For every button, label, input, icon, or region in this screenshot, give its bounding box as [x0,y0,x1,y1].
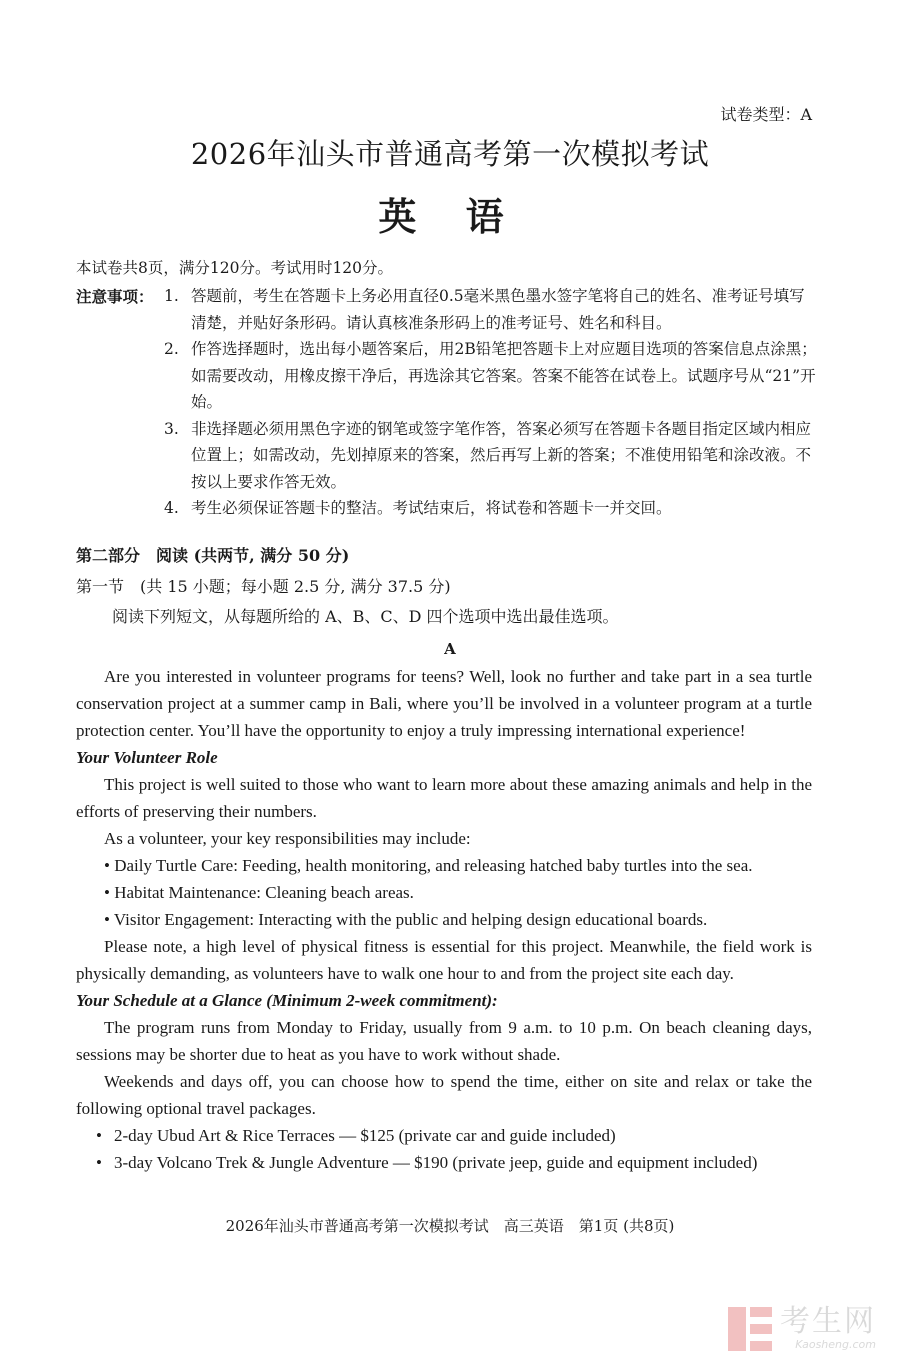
notice-item [164,283,818,336]
notice-item [164,336,818,416]
exam-title: 2026年汕头市普通高考第一次模拟考试 [190,137,710,171]
exam-intro: 本试卷共8页，满分120分。考试用时120分。 [76,259,394,277]
travel-package-text: 3-day Volcano Trek & Jungle Adventure — $190 (private jeep, guide and equipment included) [114,1153,758,1172]
exam-type-label: 试卷类型：A [720,105,812,124]
notice-list [164,283,818,522]
travel-package [76,1149,812,1176]
passage-paragraph: The program runs from Monday to Friday, usually from 9 a.m. to 10 p.m. On beach cleaning days, sessions may be shorter due to heat as you have to work without shade. [76,1018,812,1064]
travel-package-text: 2-day Ubud Art & Rice Terraces — $125 (private car and guide included) [114,1126,616,1145]
passage-paragraph: Please note, a high level of physical fitness is essential for this project. Meanwhile, the field work is physically demanding, as volunteers have to walk one hour to and from the project site each day. [76,937,812,983]
schedule-heading: Your Schedule at a Glance (Minimum 2-week commitment): [76,991,498,1010]
notice-label: 注意事项： [76,287,154,306]
travel-package [76,1122,812,1149]
section-heading: 第二部分 阅读 (共两节, 满分 50 分) [76,546,350,565]
passage-paragraph: This project is well suited to those who want to learn more about these amazing animals and help in the efforts of preserving their numbers. [76,775,812,821]
responsibility-item: • Daily Turtle Care: Feeding, health monitoring, and releasing hatched baby turtles into the sea. [104,856,753,875]
passage-paragraph: As a volunteer, your key responsibilities may include: [104,829,471,848]
bullet-dot: • [96,1153,102,1172]
watermark [728,1306,876,1351]
page-footer: 2026年汕头市普通高考第一次模拟考试 高三英语 第1页 (共8页) [225,1217,675,1235]
watermark-name: 考生网 [780,1304,876,1339]
notice-text: 非选择题必须用黑色字迹的钢笔或签字笔作答，答案必须写在答题卡各题目指定区域内相应位置上；如需改动，先划掉原来的答案，然后再写上新的答案；不准使用铅笔和涂改液。不按以上要求作答无效。 [191,419,812,491]
notice-number: 3. [164,419,179,438]
notice-text: 考生必须保证答题卡的整洁。考试结束后，将试卷和答题卡一并交回。 [191,499,672,517]
volunteer-role-heading: Your Volunteer Role [76,748,218,767]
watermark-url: Kaosheng.com [795,1338,876,1351]
reading-passage [76,663,812,1176]
bullet-dot: • [96,1126,102,1145]
section-instruction: 阅读下列短文，从每题所给的 A、B、C、D 四个选项中选出最佳选项。 [112,607,619,626]
section-subheading: 第一节 (共 15 小题；每小题 2.5 分, 满分 37.5 分) [76,577,451,596]
responsibility-item: • Habitat Maintenance: Cleaning beach areas. [104,883,414,902]
passage-paragraph: Weekends and days off, you can choose how to spend the time, either on site and relax or take the following optional travel packages. [76,1072,812,1118]
passage-letter: A [444,640,456,658]
subject-title: 英 语 [378,194,522,239]
responsibility-item: • Visitor Engagement: Interacting with the public and helping design educational boards. [104,910,708,929]
watermark-logo-icon [728,1307,772,1351]
notice-number: 1. [164,287,179,305]
notice-text: 答题前，考生在答题卡上务必用直径0.5毫米黑色墨水签字笔将自己的姓名、准考证号填写清楚，并贴好条形码。请认真核准条形码上的准考证号、姓名和科目。 [191,287,805,332]
watermark-text [780,1306,876,1351]
notice-number: 4. [164,499,179,517]
notice-text: 作答选择题时，选出每小题答案后，用2B铅笔把答题卡上对应题目选项的答案信息点涂黑；如需要改动，用橡皮擦干净后，再选涂其它答案。答案不能答在试卷上。试题序号从“21”开始。 [191,340,817,411]
notice-item [164,416,818,496]
notice-item [164,495,818,522]
notice-number: 2. [164,340,179,358]
passage-paragraph: Are you interested in volunteer programs for teens? Well, look no further and take part in a sea turtle conservation project at a summer camp in Bali, where you’ll be involved in a volunteer program at a turtle protection center. You’ll have the opportunity to enjoy a truly impressing international experience! [76,667,812,740]
